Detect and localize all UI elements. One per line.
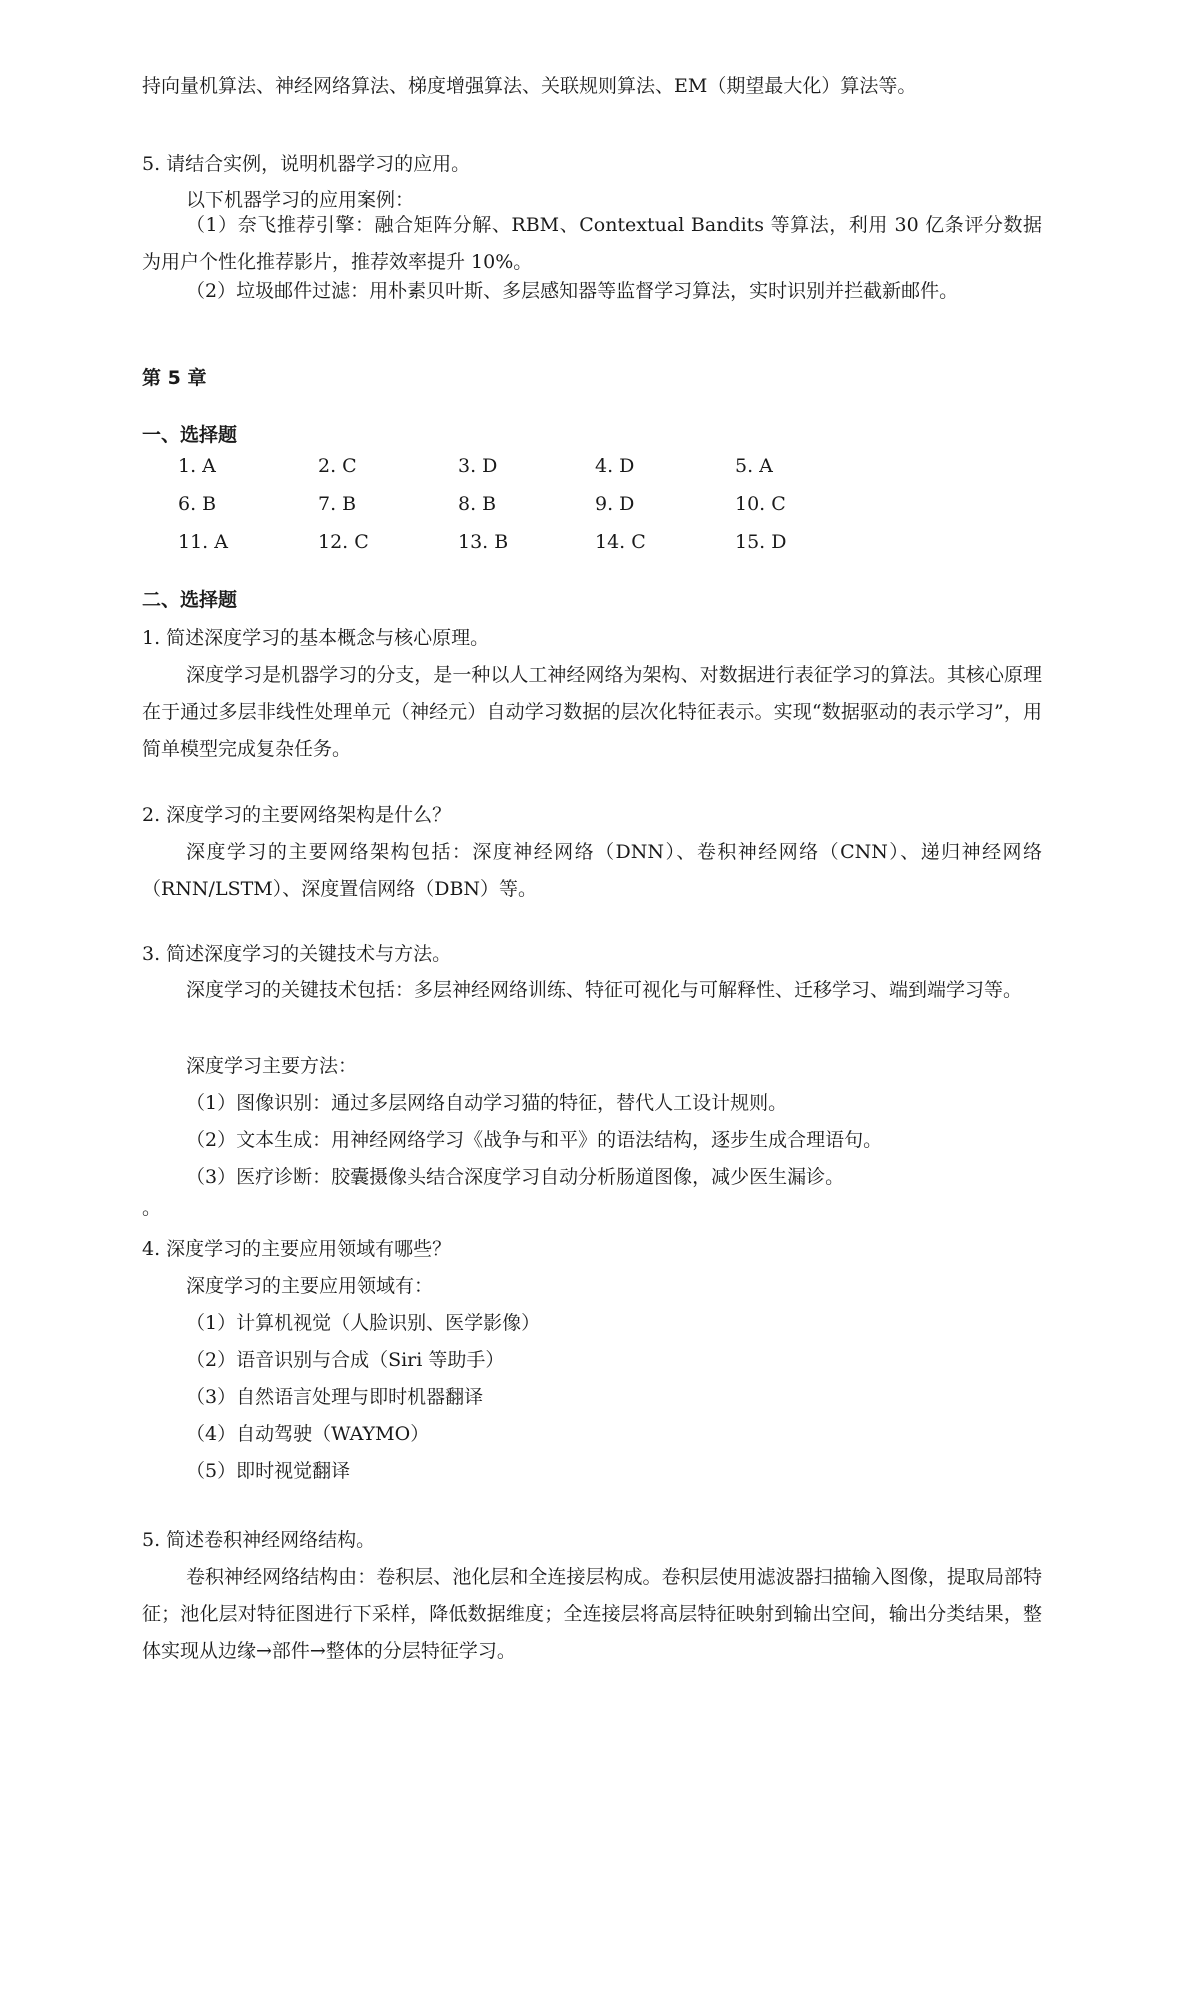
methods-intro: 深度学习主要方法： — [186, 1055, 358, 1077]
question-title: 3. 简述深度学习的关键技术与方法。 — [142, 943, 452, 965]
answer-key: 1. A — [178, 455, 216, 477]
answer-key: 13. B — [458, 531, 509, 553]
answer-paragraph: 卷积神经网络结构由：卷积层、池化层和全连接层构成。卷积层使用滤波器扫描输入图像，提取局部特征；池化层对特征图进行下采样，降低数据维度；全连接层将高层特征映射到输出空间，输出分类结果，整体实现从边缘→部件→整体的分层特征学习。 — [142, 1566, 1042, 1662]
answer-intro: 以下机器学习的应用案例： — [186, 189, 415, 211]
answer-grid — [178, 454, 875, 568]
answer-key: 15. D — [735, 531, 787, 553]
continuation-text: 持向量机算法、神经网络算法、梯度增强算法、关联规则算法、EM（期望最大化）算法等。 — [142, 75, 917, 97]
application-item: （1）计算机视觉（人脸识别、医学影像） — [186, 1312, 541, 1334]
answer-item: （2）垃圾邮件过滤：用朴素贝叶斯、多层感知器等监督学习算法，实时识别并拦截新邮件。 — [186, 280, 959, 302]
application-item: （2）语音识别与合成（Siri 等助手） — [186, 1349, 505, 1371]
question-title: 2. 深度学习的主要网络架构是什么？ — [142, 804, 452, 826]
question-title: 4. 深度学习的主要应用领域有哪些？ — [142, 1238, 452, 1260]
method-item: （2）文本生成：用神经网络学习《战争与和平》的语法结构，逐步生成合理语句。 — [186, 1129, 883, 1151]
answer-key: 7. B — [318, 493, 357, 515]
question-title: 5. 简述卷积神经网络结构。 — [142, 1529, 376, 1551]
answer-key: 3. D — [458, 455, 498, 477]
answer-paragraph: 深度学习的主要网络架构包括：深度神经网络（DNN）、卷积神经网络（CNN）、递归神经网络（RNN/LSTM）、深度置信网络（DBN）等。 — [142, 841, 1042, 900]
answer-key: 5. A — [735, 455, 773, 477]
answer-key: 9. D — [595, 493, 635, 515]
chapter-heading: 第 5 章 — [142, 367, 207, 389]
answer-key: 11. A — [178, 531, 228, 553]
answer-key: 8. B — [458, 493, 497, 515]
method-item: （1）图像识别：通过多层网络自动学习猫的特征，替代人工设计规则。 — [186, 1092, 788, 1114]
application-item: （3）自然语言处理与即时机器翻译 — [186, 1386, 484, 1408]
answer-key: 10. C — [735, 493, 786, 515]
application-item: （5）即时视觉翻译 — [186, 1460, 351, 1482]
stray-punctuation: 。 — [142, 1197, 162, 1219]
question-title: 5. 请结合实例，说明机器学习的应用。 — [142, 153, 471, 175]
answer-key: 4. D — [595, 455, 635, 477]
answer-key: 12. C — [318, 531, 369, 553]
answer-key: 6. B — [178, 493, 217, 515]
application-item: （4）自动驾驶（WAYMO） — [186, 1423, 430, 1445]
answer-paragraph: 深度学习是机器学习的分支，是一种以人工神经网络为架构、对数据进行表征学习的算法。其核心原理在于通过多层非线性处理单元（神经元）自动学习数据的层次化特征表示。实现“数据驱动的表示学习”，用简单模型完成复杂任务。 — [142, 664, 1042, 760]
answer-item: （1）奈飞推荐引擎：融合矩阵分解、RBM、Contextual Bandits 等算法，利用 30 亿条评分数据为用户个性化推荐影片，推荐效率提升 10%。 — [142, 214, 1042, 273]
answer-key: 2. C — [318, 455, 357, 477]
answer-key: 14. C — [595, 531, 646, 553]
method-item: （3）医疗诊断：胶囊摄像头结合深度学习自动分析肠道图像，减少医生漏诊。 — [186, 1166, 845, 1188]
answer-paragraph: 深度学习的关键技术包括：多层神经网络训练、特征可视化与可解释性、迁移学习、端到端学习等。 — [186, 979, 1023, 1001]
section-heading: 一、选择题 — [142, 424, 238, 446]
question-title: 1. 简述深度学习的基本概念与核心原理。 — [142, 627, 490, 649]
answer-intro: 深度学习的主要应用领域有： — [186, 1275, 434, 1297]
section-heading: 二、选择题 — [142, 589, 238, 611]
